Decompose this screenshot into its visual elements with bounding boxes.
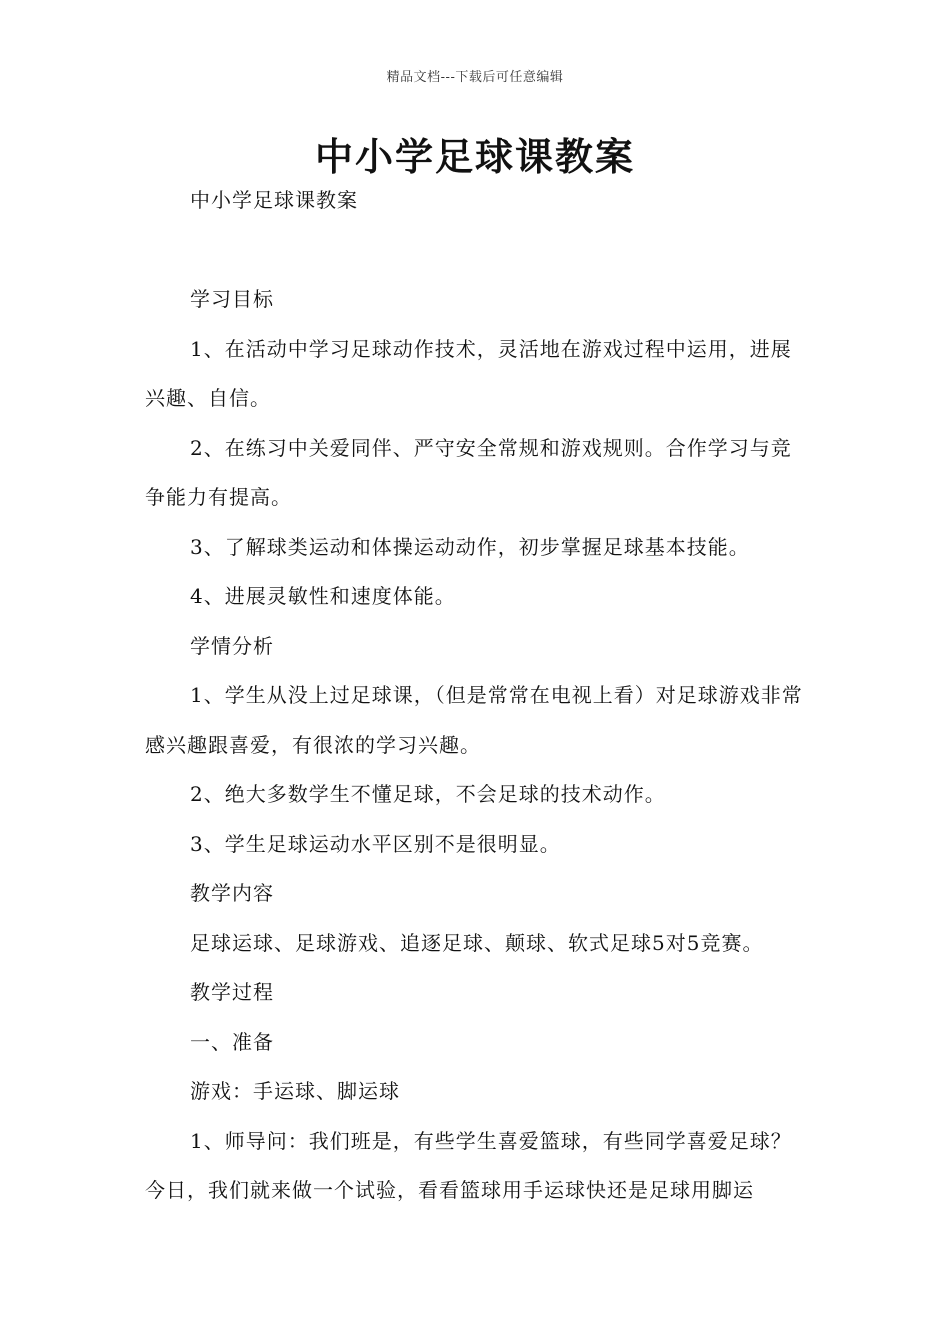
paragraph: 4、进展灵敏性和速度体能。 <box>190 584 456 608</box>
paragraph: 足球运球、足球游戏、追逐足球、颠球、软式足球5对5竞赛。 <box>190 930 764 955</box>
section-heading-learning-goals: 学习目标 <box>190 287 274 311</box>
paragraph: 游戏：手运球、脚运球 <box>190 1079 400 1103</box>
paragraph: 2、在练习中关爱同伴、严守安全常规和游戏规则。合作学习与竞争能力有提高。 <box>145 435 792 509</box>
paragraph: 2、绝大多数学生不懂足球，不会足球的技术动作。 <box>190 782 666 806</box>
subtitle-paragraph: 中小学足球课教案 <box>190 188 358 212</box>
paragraph: 1、学生从没上过足球课，（但是常常在电视上看）对足球游戏非常感兴趣跟喜爱，有很浓的学习兴趣。 <box>145 683 803 757</box>
paragraph: 3、学生足球运动水平区别不是很明显。 <box>190 831 561 856</box>
section-heading-teaching-process: 教学过程 <box>190 980 274 1004</box>
section-heading-preparation: 一、准备 <box>190 1029 274 1054</box>
header-note: 精品文档---下载后可任意编辑 <box>386 70 564 85</box>
document-body <box>145 176 810 1216</box>
paragraph: 1、在活动中学习足球动作技术，灵活地在游戏过程中运用，进展兴趣、自信。 <box>145 336 792 410</box>
paragraph: 1、师导问：我们班是，有些学生喜爱篮球，有些同学喜爱足球？今日，我们就来做一个试验，看看篮球用手运球快还是足球用脚运 <box>145 1128 792 1202</box>
paragraph: 3、了解球类运动和体操运动动作，初步掌握足球基本技能。 <box>190 534 750 559</box>
section-heading-student-analysis: 学情分析 <box>190 633 274 658</box>
document-title: 中小学足球课教案 <box>314 134 635 179</box>
section-heading-teaching-content: 教学内容 <box>190 881 274 905</box>
